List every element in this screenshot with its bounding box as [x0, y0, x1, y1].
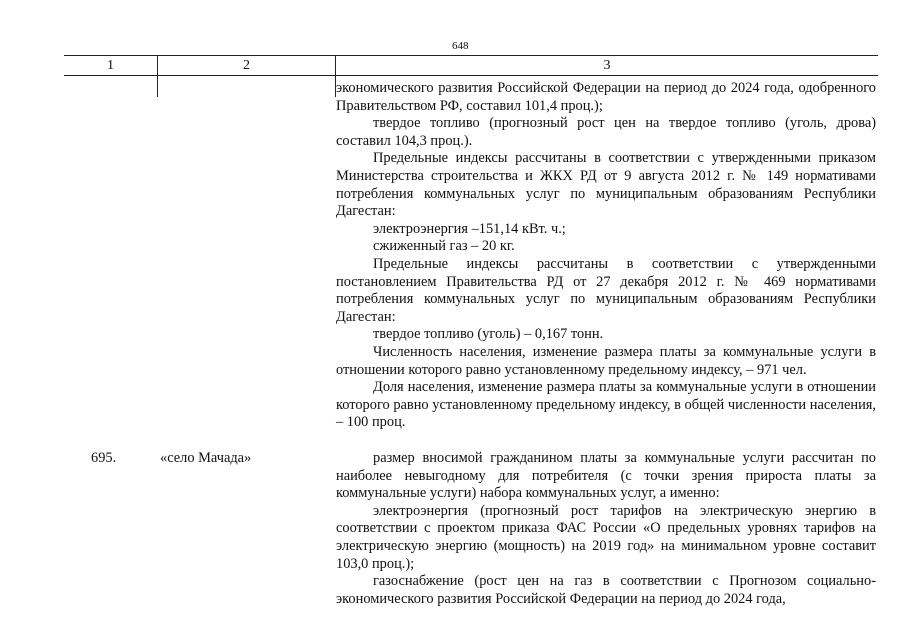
paragraph: Предельные индексы рассчитаны в соответствии с утвержденными постановлением Правительства РД от 27 декабря 2012 г. № 469 нормативами потребления коммунальных услуг по муниципальным образованиям Республики Дагестан:: [336, 255, 876, 325]
paragraph: электроэнергия (прогнозный рост тарифов на электрическую энергию в соответствии с проектом приказа ФАС России «О предельных уровнях тарифов на электрическую энергию (мощность) на 2019 год» на минимальном уровне составит 103,0 проц.);: [336, 502, 876, 572]
paragraph: размер вносимой гражданином платы за коммунальные услуги рассчитан по наиболее невыгодному для потребителя (с точки зрения прироста платы за коммунальные услуги) набора коммунальных услуг, а именно:: [336, 450, 876, 502]
row-text-block: [336, 450, 876, 608]
settlement-name: «село Мачада»: [160, 450, 252, 466]
page-number: 648: [452, 40, 469, 52]
paragraph: твердое топливо (прогнозный рост цен на твердое топливо (уголь, дрова) составил 104,3 проц.).: [336, 115, 876, 149]
continuation-text-block: [336, 80, 876, 432]
paragraph: Численность населения, изменение размера платы за коммунальные услуги в отношении которого равно установленному предельному индексу, – 971 чел.: [336, 343, 876, 378]
paragraph: Доля населения, изменение размера платы за коммунальные услуги в отношении которого равно установленному предельному индексу, в общей численности населения, – 100 проц.: [336, 379, 876, 431]
row-number: 695.: [91, 450, 117, 466]
table-header-row: [64, 55, 878, 76]
header-col-1: 1: [64, 56, 158, 75]
paragraph: электроэнергия –151,14 кВт. ч.;: [373, 220, 566, 237]
header-col-2: 2: [158, 56, 336, 75]
column-divider-left: [157, 75, 158, 97]
paragraph: экономического развития Российской Федерации на период до 2024 года, одобренного Правительством РФ, составил 101,4 проц.);: [336, 80, 876, 114]
paragraph: твердое топливо (уголь) – 0,167 тонн.: [373, 326, 604, 343]
paragraph: сжиженный газ – 20 кг.: [373, 238, 515, 255]
paragraph: Предельные индексы рассчитаны в соответствии с утвержденными приказом Министерства строительства и ЖКХ РД от 9 августа 2012 г. № 149 нормативами потребления коммунальных услуг по муниципальным образованиям Республики Дагестан:: [336, 150, 876, 220]
header-col-3: 3: [603, 58, 611, 73]
paragraph: газоснабжение (рост цен на газ в соответствии с Прогнозом социально-экономического развития Российской Федерации на период до 2024 года,: [336, 573, 876, 607]
